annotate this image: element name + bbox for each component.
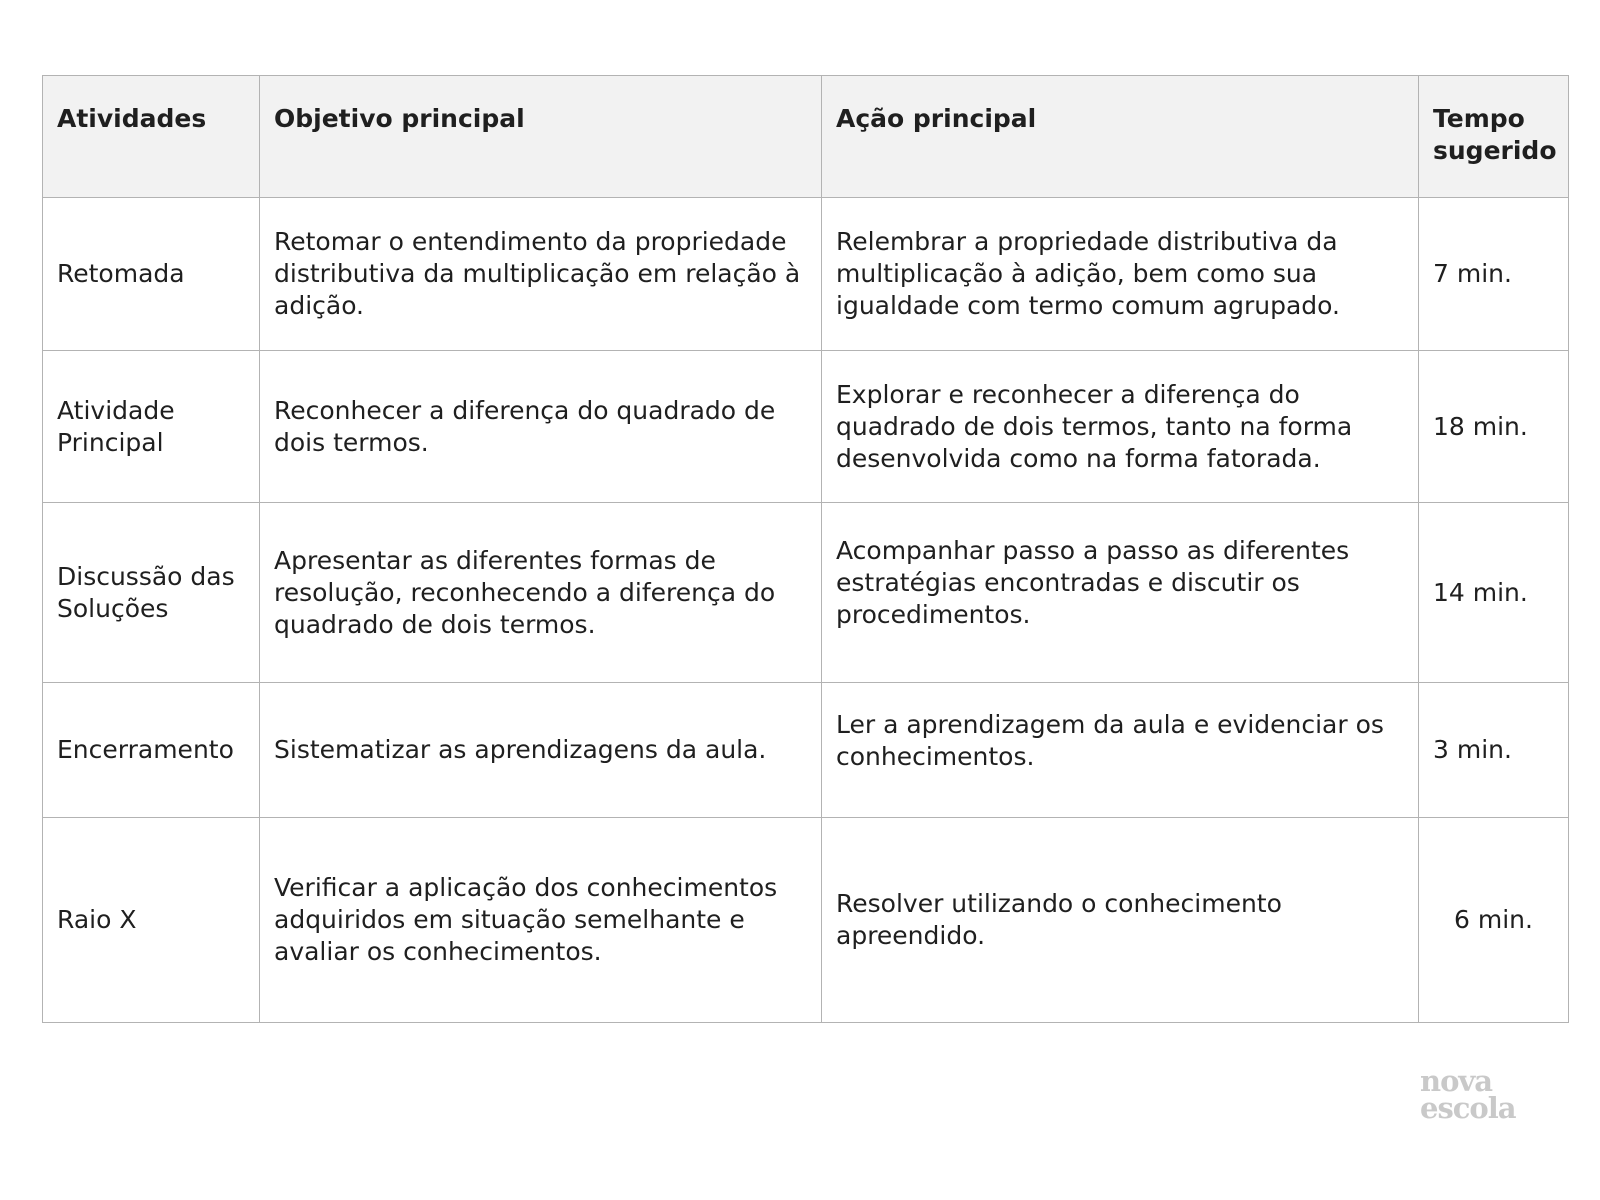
- cell-atividade: Retomada: [43, 198, 260, 351]
- cell-objetivo: Reconhecer a diferença do quadrado de dois termos.: [260, 351, 822, 503]
- lesson-plan-table: [42, 75, 1569, 1023]
- cell-acao: Explorar e reconhecer a diferença do quadrado de dois termos, tanto na forma desenvolvida como na forma fatorada.: [822, 351, 1419, 503]
- table-row: [43, 351, 1569, 503]
- logo-line-nova: nova: [1420, 1064, 1493, 1098]
- header-acao-principal: Ação principal: [822, 76, 1419, 198]
- table-row: [43, 198, 1569, 351]
- cell-acao: Relembrar a propriedade distributiva da multiplicação à adição, bem como sua igualdade com termo comum agrupado.: [822, 198, 1419, 351]
- cell-objetivo: Apresentar as diferentes formas de resolução, reconhecendo a diferença do quadrado de dois termos.: [260, 503, 822, 683]
- cell-tempo: 18 min.: [1419, 351, 1569, 503]
- cell-objetivo: Retomar o entendimento da propriedade distributiva da multiplicação em relação à adição.: [260, 198, 822, 351]
- table-row: [43, 818, 1569, 1023]
- table-row: [43, 683, 1569, 818]
- header-objetivo-principal: Objetivo principal: [260, 76, 822, 198]
- cell-objetivo: Sistematizar as aprendizagens da aula.: [260, 683, 822, 818]
- logo-line-escola: escola: [1420, 1091, 1516, 1125]
- cell-tempo: 7 min.: [1419, 198, 1569, 351]
- cell-atividade: Raio X: [43, 818, 260, 1023]
- cell-acao: Resolver utilizando o conhecimento apreendido.: [822, 818, 1419, 1023]
- cell-atividade: Discussão das Soluções: [43, 503, 260, 683]
- cell-acao: Ler a aprendizagem da aula e evidenciar os conhecimentos.: [822, 683, 1419, 818]
- header-tempo-sugerido: Tempo sugerido: [1419, 76, 1569, 198]
- cell-acao: Acompanhar passo a passo as diferentes estratégias encontradas e discutir os procedimentos.: [822, 503, 1419, 683]
- cell-objetivo: Verificar a aplicação dos conhecimentos adquiridos em situação semelhante e avaliar os conhecimentos.: [260, 818, 822, 1023]
- header-atividades: Atividades: [43, 76, 260, 198]
- cell-atividade: Encerramento: [43, 683, 260, 818]
- table-header-row: [43, 76, 1569, 198]
- table-row: [43, 503, 1569, 683]
- cell-tempo: 14 min.: [1419, 503, 1569, 683]
- nova-escola-logo: [1420, 1064, 1540, 1125]
- cell-tempo: 3 min.: [1419, 683, 1569, 818]
- cell-atividade: Atividade Principal: [43, 351, 260, 503]
- cell-tempo: 6 min.: [1419, 818, 1569, 1023]
